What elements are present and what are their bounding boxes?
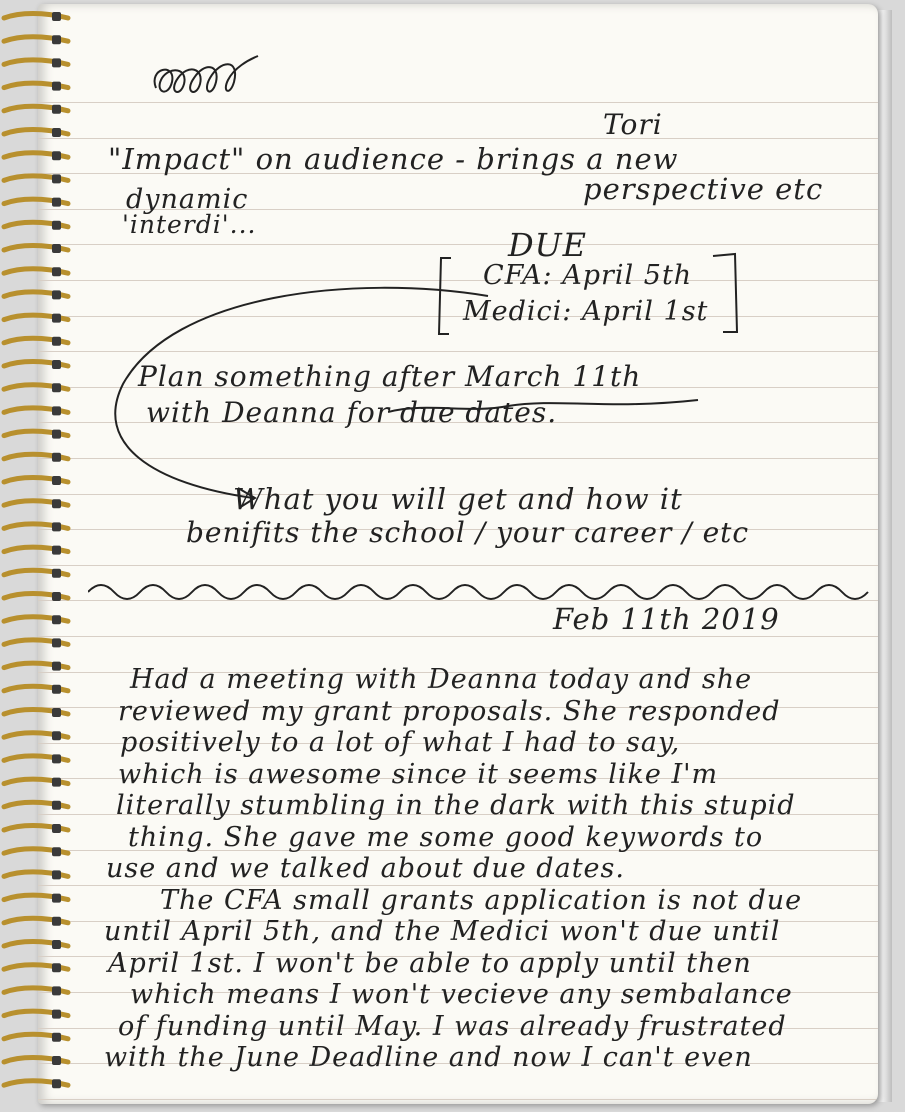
spiral-hole (52, 314, 61, 323)
due-title: DUE (508, 226, 587, 264)
notes-line-3: 'interdi'... (122, 210, 257, 239)
underline-squiggle (388, 392, 708, 422)
spiral-hole (52, 128, 61, 137)
spiral-hole (52, 35, 61, 44)
spiral-hole (52, 986, 61, 995)
spiral-hole (52, 801, 61, 810)
spiral-hole (52, 662, 61, 671)
entry-date: Feb 11th 2019 (553, 602, 780, 636)
spiral-hole (52, 1056, 61, 1065)
spiral-hole (52, 685, 61, 694)
notes-line-2-right: perspective etc (583, 172, 824, 206)
due-cfa: CFA: April 5th (483, 260, 693, 291)
entry-line: thing. She gave me some good keywords to (128, 821, 764, 853)
spiral-hole (52, 221, 61, 230)
entry-line: April 1st. I won't be able to apply until then (108, 947, 752, 979)
spiral-hole (52, 824, 61, 833)
name-text: Tori (603, 108, 663, 141)
entry-line: literally stumbling in the dark with this stupid (116, 790, 796, 821)
spiral-hole (52, 917, 61, 926)
spiral-hole (52, 847, 61, 856)
entry-line: Had a meeting with Deanna today and she (130, 664, 753, 695)
entry-line: of funding until May. I was already frustrated (118, 1010, 787, 1042)
spiral-hole (52, 290, 61, 299)
entry-line: until April 5th, and the Medici won't due until (104, 916, 781, 947)
spiral-hole (52, 430, 61, 439)
spiral-hole (52, 267, 61, 276)
spiral-hole (52, 58, 61, 67)
spiral-hole (52, 963, 61, 972)
plan-line-2: with Deanna for due dates. (146, 396, 558, 429)
spiral-hole (52, 244, 61, 253)
spiral-hole (52, 615, 61, 624)
entry-line: reviewed my grant proposals. She responded (118, 695, 781, 727)
spiral-hole (52, 12, 61, 21)
spiral-hole (52, 522, 61, 531)
spiral-hole (52, 592, 61, 601)
spiral-binding (0, 0, 80, 1112)
spiral-hole (52, 754, 61, 763)
arrow-text-1: What you will get and how it (233, 482, 683, 516)
spiral-hole (52, 1010, 61, 1019)
ruled-line (38, 138, 878, 139)
spiral-hole (52, 870, 61, 879)
loop-doodle (148, 48, 268, 108)
arrow-text-2: benifits the school / your career / etc (186, 516, 750, 549)
entry-line: with the June Deadline and now I can't even (104, 1042, 753, 1073)
spiral-hole (52, 174, 61, 183)
spiral-hole (52, 940, 61, 949)
due-medici: Medici: April 1st (463, 296, 709, 327)
spiral-hole (52, 105, 61, 114)
spiral-hole (52, 731, 61, 740)
entry-line: use and we talked about due dates. (106, 853, 625, 884)
notes-line-1: "Impact" on audience - brings a new (108, 142, 679, 176)
notebook-page (38, 4, 878, 1104)
spiral-hole (52, 708, 61, 717)
notes-line-2-left: dynamic (126, 184, 249, 215)
spiral-hole (52, 638, 61, 647)
plan-line-1: Plan something after March 11th (138, 360, 642, 393)
spiral-hole (52, 1079, 61, 1088)
spiral-hole (52, 569, 61, 578)
spiral-hole (52, 453, 61, 462)
spiral-hole (52, 1033, 61, 1042)
spiral-hole (52, 151, 61, 160)
spiral-hole (52, 546, 61, 555)
spiral-hole (52, 406, 61, 415)
spiral-hole (52, 198, 61, 207)
ruled-line (38, 1099, 878, 1100)
ruled-line (38, 636, 878, 637)
entry-line: The CFA small grants application is not due (160, 884, 803, 916)
spiral-hole (52, 476, 61, 485)
spiral-hole (52, 499, 61, 508)
spiral-hole (52, 82, 61, 91)
spiral-hole (52, 337, 61, 346)
spiral-hole (52, 894, 61, 903)
spiral-hole (52, 383, 61, 392)
spiral-hole (52, 360, 61, 369)
entry-line: positively to a lot of what I had to say, (120, 727, 681, 758)
entry-line: which is awesome since it seems like I'm (118, 758, 719, 790)
entry-line: which means I won't vecieve any sembalance (130, 979, 793, 1010)
spiral-hole (52, 778, 61, 787)
